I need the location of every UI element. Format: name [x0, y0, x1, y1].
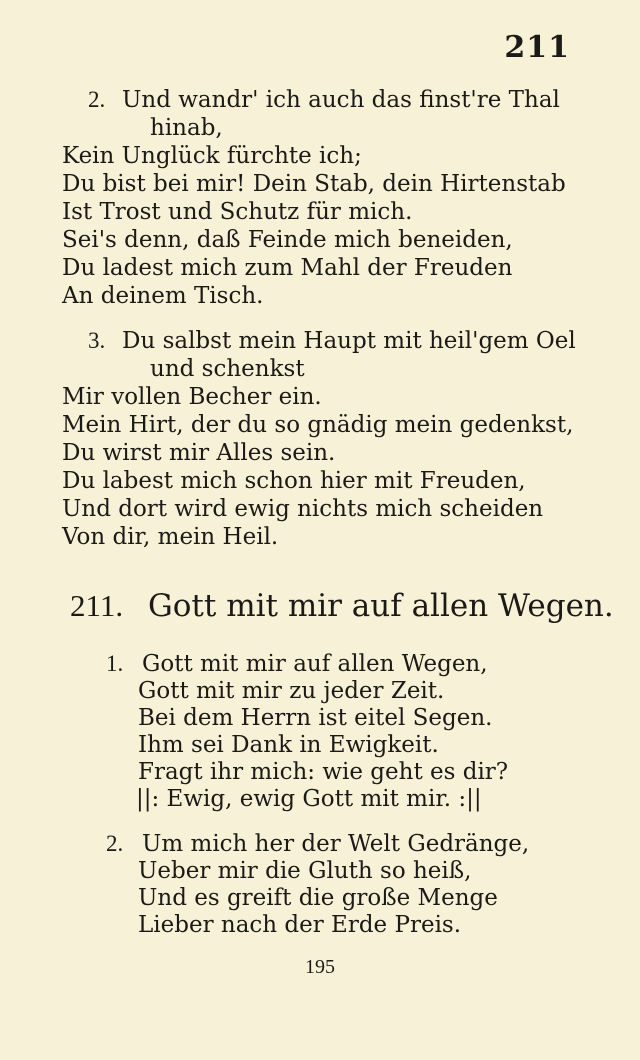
hymn-number: 211. — [70, 588, 124, 623]
verse-line: Ihm sei Dank in Ewigkeit. — [138, 732, 439, 758]
verse-line: Du wirst mir Alles sein. — [62, 440, 336, 466]
hymn-title-text: Gott mit mir auf allen Wegen. — [148, 588, 614, 624]
verse-line: hinab, — [150, 115, 223, 141]
verse-number: 1. — [106, 651, 124, 676]
verse-number: 2. — [106, 831, 124, 856]
verse-line: Kein Unglück fürchte ich; — [62, 143, 362, 169]
verse-line: Und wandr' ich auch das finst're Thal — [122, 87, 560, 113]
verse-line: Lieber nach der Erde Preis. — [138, 912, 462, 938]
verse-line: Du labest mich schon hier mit Freuden, — [62, 468, 526, 494]
verse-line: Ist Trost und Schutz für mich. — [62, 199, 413, 225]
hymn-title — [70, 588, 614, 624]
verse-line: Von dir, mein Heil. — [62, 524, 279, 550]
verse-line: Bei dem Herrn ist eitel Segen. — [138, 705, 493, 731]
verse-number: 3. — [88, 328, 106, 353]
verse-line: Mir vollen Becher ein. — [62, 384, 322, 410]
verse-line: Mein Hirt, der du so gnädig mein gedenkst, — [62, 412, 574, 438]
header-page-number: 211 — [504, 30, 570, 65]
verse-line: ||: Ewig, ewig Gott mit mir. :|| — [136, 786, 482, 812]
verse-line: Du ladest mich zum Mahl der Freuden — [62, 255, 513, 281]
verse-line: Sei's denn, daß Feinde mich beneiden, — [62, 227, 513, 253]
verse-line: Um mich her der Welt Gedränge, — [142, 831, 530, 857]
verse-number: 2. — [88, 87, 106, 112]
verse-line: Fragt ihr mich: wie geht es dir? — [138, 759, 509, 785]
verse-line: Und dort wird ewig nichts mich scheiden — [62, 496, 544, 522]
verse-line: Du bist bei mir! Dein Stab, dein Hirtenstab — [62, 171, 566, 197]
verse-line: Und es greift die große Menge — [138, 885, 498, 911]
verse-line: und schenkst — [150, 356, 305, 382]
verse-line: Gott mit mir auf allen Wegen, — [142, 651, 488, 677]
verse-line: An deinem Tisch. — [62, 283, 264, 309]
verse-line: Gott mit mir zu jeder Zeit. — [138, 678, 445, 704]
verse-line: Du salbst mein Haupt mit heil'gem Oel — [122, 328, 576, 354]
verse-line: Ueber mir die Gluth so heiß, — [138, 858, 472, 884]
footer-page-number: 195 — [305, 956, 335, 978]
